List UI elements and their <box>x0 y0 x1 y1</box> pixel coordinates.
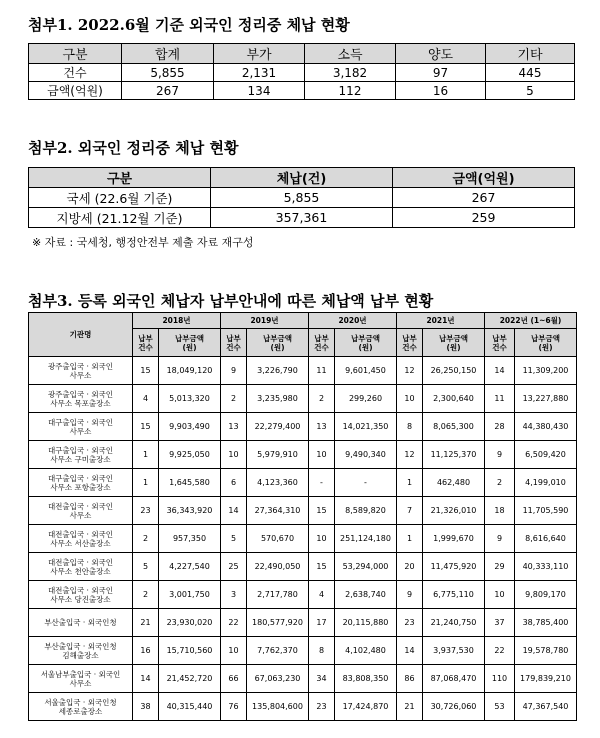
payment-amount-cell: 11,705,590 <box>515 497 577 525</box>
table-cell: 112 <box>305 82 396 100</box>
payment-count-cell: 8 <box>397 413 423 441</box>
payment-amount-cell: 299,260 <box>335 385 397 413</box>
section2-title: 첨부2. 외국인 정리중 체납 현황 <box>28 139 239 157</box>
table-cell: 445 <box>486 64 575 82</box>
payment-count-cell: 25 <box>221 553 247 581</box>
agency-name: 대전출입국 · 외국인 사무소 <box>29 497 133 525</box>
year-header: 2020년 <box>309 313 397 329</box>
payment-amount-cell: 4,199,010 <box>515 469 577 497</box>
payment-count-cell: 11 <box>485 385 515 413</box>
agency-header: 기관명 <box>29 313 133 357</box>
header-cell: 구분 <box>29 44 122 64</box>
header-cell: 금액(억원) <box>393 168 575 188</box>
table-cell: 259 <box>393 208 575 228</box>
section3-title: 첨부3. 등록 외국인 체납자 납부안내에 따른 체납액 납부 현황 <box>28 292 434 310</box>
payment-amount-cell: 21,452,720 <box>159 665 221 693</box>
payment-amount-cell: 4,102,480 <box>335 637 397 665</box>
payment-amount-cell: 13,227,880 <box>515 385 577 413</box>
payment-count-cell: 9 <box>221 357 247 385</box>
payment-amount-cell: 19,578,780 <box>515 637 577 665</box>
payment-count-cell: 10 <box>309 525 335 553</box>
payment-count-cell: 29 <box>485 553 515 581</box>
payment-amount-cell: 14,021,350 <box>335 413 397 441</box>
payment-amount-cell: 67,063,230 <box>247 665 309 693</box>
payment-amount-cell: 17,424,870 <box>335 693 397 721</box>
payment-amount-cell: 11,125,370 <box>423 441 485 469</box>
payment-count-cell: 13 <box>309 413 335 441</box>
payment-amount-cell: 36,343,920 <box>159 497 221 525</box>
payment-amount-cell: 9,601,450 <box>335 357 397 385</box>
payment-count-cell: 1 <box>397 525 423 553</box>
payment-count-cell: 8 <box>309 637 335 665</box>
payment-count-cell: 2 <box>133 525 159 553</box>
payment-count-cell: 10 <box>221 637 247 665</box>
payment-amount-cell: 3,235,980 <box>247 385 309 413</box>
payment-count-cell: 14 <box>485 357 515 385</box>
payment-amount-cell: 22,279,400 <box>247 413 309 441</box>
payment-count-cell: 28 <box>485 413 515 441</box>
payment-count-cell: 20 <box>397 553 423 581</box>
payment-amount-cell: 1,645,580 <box>159 469 221 497</box>
payment-amount-cell: 87,068,470 <box>423 665 485 693</box>
table-cell: 5,855 <box>211 188 393 208</box>
payment-amount-cell: 251,124,180 <box>335 525 397 553</box>
payment-amount-cell: 2,300,640 <box>423 385 485 413</box>
payment-count-cell: 18 <box>485 497 515 525</box>
payment-count-cell: 2 <box>485 469 515 497</box>
table-row <box>29 469 577 497</box>
payment-count-cell: 66 <box>221 665 247 693</box>
table-cell: 5,855 <box>122 64 214 82</box>
payment-amount-cell: 135,804,600 <box>247 693 309 721</box>
row-label: 국세 (22.6월 기준) <box>29 188 211 208</box>
payment-amount-cell: 11,309,200 <box>515 357 577 385</box>
payment-amount-cell: 570,670 <box>247 525 309 553</box>
table-row <box>29 497 577 525</box>
year-header: 2019년 <box>221 313 309 329</box>
payment-amount-cell: 23,930,020 <box>159 609 221 637</box>
payment-count-cell: 9 <box>485 441 515 469</box>
payment-count-cell: 12 <box>397 441 423 469</box>
table-row <box>29 82 575 100</box>
header-cell: 구분 <box>29 168 211 188</box>
payment-amount-cell: 1,999,670 <box>423 525 485 553</box>
payment-count-cell: 5 <box>133 553 159 581</box>
payment-count-cell: 15 <box>309 497 335 525</box>
table-row <box>29 441 577 469</box>
payment-count-cell: 16 <box>133 637 159 665</box>
payment-amount-cell: 957,350 <box>159 525 221 553</box>
payment-count-cell: 76 <box>221 693 247 721</box>
payment-count-cell: 15 <box>309 553 335 581</box>
payment-count-cell: 10 <box>397 385 423 413</box>
payment-count-cell: 37 <box>485 609 515 637</box>
payment-amount-cell: 7,762,370 <box>247 637 309 665</box>
payment-count-cell: 22 <box>485 637 515 665</box>
agency-name: 부산출입국 · 외국인청 <box>29 609 133 637</box>
payment-count-cell: 2 <box>221 385 247 413</box>
payment-amount-cell: 9,925,050 <box>159 441 221 469</box>
payment-count-cell: 4 <box>133 385 159 413</box>
table-cell: 5 <box>486 82 575 100</box>
table-header-row <box>29 168 575 188</box>
table-cell: 357,361 <box>211 208 393 228</box>
agency-name: 광주출입국 · 외국인 사무소 <box>29 357 133 385</box>
payment-count-cell: 1 <box>133 441 159 469</box>
payment-amount-cell: - <box>335 469 397 497</box>
payment-amount-cell: 180,577,920 <box>247 609 309 637</box>
payment-count-cell: 14 <box>221 497 247 525</box>
payment-amount-cell: 18,049,120 <box>159 357 221 385</box>
payment-count-cell: 12 <box>397 357 423 385</box>
table-row <box>29 525 577 553</box>
section1-title: 첨부1. 2022.6월 기준 외국인 정리중 체납 현황 <box>28 16 350 34</box>
payment-count-cell: 21 <box>133 609 159 637</box>
table-row <box>29 188 575 208</box>
table-row <box>29 357 577 385</box>
payment-amount-cell: 3,001,750 <box>159 581 221 609</box>
amount-subheader: 납부금액 (원) <box>247 329 309 357</box>
payment-amount-cell: 3,937,530 <box>423 637 485 665</box>
payment-amount-cell: 2,717,780 <box>247 581 309 609</box>
payment-amount-cell: 6,509,420 <box>515 441 577 469</box>
payment-amount-cell: 47,367,540 <box>515 693 577 721</box>
payment-amount-cell: 9,903,490 <box>159 413 221 441</box>
payment-count-cell: 3 <box>221 581 247 609</box>
payment-amount-cell: 20,115,880 <box>335 609 397 637</box>
table-cell: 2,131 <box>214 64 305 82</box>
national-local-tax-table <box>28 167 575 228</box>
payment-count-cell: 10 <box>221 441 247 469</box>
payment-amount-cell: 15,710,560 <box>159 637 221 665</box>
payment-amount-cell: 5,979,910 <box>247 441 309 469</box>
payment-count-cell: 34 <box>309 665 335 693</box>
agency-name: 대전출입국 · 외국인 사무소 서산출장소 <box>29 525 133 553</box>
count-subheader: 납부 건수 <box>221 329 247 357</box>
payment-count-cell: 5 <box>221 525 247 553</box>
agency-name: 부산출입국 · 외국인청 김해출장소 <box>29 637 133 665</box>
header-cell: 체납(건) <box>211 168 393 188</box>
payment-status-table <box>28 312 577 721</box>
payment-count-cell: 10 <box>309 441 335 469</box>
table-row <box>29 693 577 721</box>
payment-count-cell: 21 <box>397 693 423 721</box>
payment-count-cell: 7 <box>397 497 423 525</box>
table-cell: 267 <box>122 82 214 100</box>
header-cell: 소득 <box>305 44 396 64</box>
payment-count-cell: 15 <box>133 413 159 441</box>
count-subheader: 납부 건수 <box>485 329 515 357</box>
payment-amount-cell: 8,589,820 <box>335 497 397 525</box>
count-subheader: 납부 건수 <box>309 329 335 357</box>
payment-amount-cell: 83,808,350 <box>335 665 397 693</box>
payment-amount-cell: 179,839,210 <box>515 665 577 693</box>
agency-name: 대구출입국 · 외국인 사무소 <box>29 413 133 441</box>
table-row <box>29 64 575 82</box>
payment-count-cell: 9 <box>485 525 515 553</box>
payment-count-cell: 14 <box>133 665 159 693</box>
table-row <box>29 609 577 637</box>
payment-amount-cell: 38,785,400 <box>515 609 577 637</box>
payment-amount-cell: 8,065,300 <box>423 413 485 441</box>
payment-count-cell: 2 <box>133 581 159 609</box>
payment-amount-cell: 22,490,050 <box>247 553 309 581</box>
amount-subheader: 납부금액 (원) <box>335 329 397 357</box>
payment-rows <box>29 357 577 721</box>
agency-name: 광주출입국 · 외국인 사무소 목포출장소 <box>29 385 133 413</box>
header-cell: 양도 <box>396 44 486 64</box>
table-row <box>29 553 577 581</box>
agency-name: 서울출입국 · 외국인청 세종로출장소 <box>29 693 133 721</box>
payment-amount-cell: 53,294,000 <box>335 553 397 581</box>
table-cell: 134 <box>214 82 305 100</box>
count-subheader: 납부 건수 <box>133 329 159 357</box>
table-row <box>29 637 577 665</box>
year-header-row <box>29 313 577 329</box>
payment-count-cell: 10 <box>485 581 515 609</box>
payment-count-cell: 9 <box>397 581 423 609</box>
payment-count-cell: 23 <box>309 693 335 721</box>
table-cell: 16 <box>396 82 486 100</box>
agency-name: 대구출입국 · 외국인 사무소 구미출장소 <box>29 441 133 469</box>
payment-count-cell: 23 <box>133 497 159 525</box>
table-row <box>29 665 577 693</box>
payment-count-cell: 15 <box>133 357 159 385</box>
payment-amount-cell: 4,123,360 <box>247 469 309 497</box>
row-label: 지방세 (21.12월 기준) <box>29 208 211 228</box>
payment-amount-cell: 21,326,010 <box>423 497 485 525</box>
payment-amount-cell: 40,333,110 <box>515 553 577 581</box>
year-header: 2018년 <box>133 313 221 329</box>
amount-subheader: 납부금액 (원) <box>159 329 221 357</box>
header-cell: 부가 <box>214 44 305 64</box>
payment-count-cell: 11 <box>309 357 335 385</box>
amount-subheader: 납부금액 (원) <box>423 329 485 357</box>
payment-count-cell: 22 <box>221 609 247 637</box>
payment-amount-cell: 11,475,920 <box>423 553 485 581</box>
table-cell: 267 <box>393 188 575 208</box>
payment-amount-cell: 30,726,060 <box>423 693 485 721</box>
payment-amount-cell: 5,013,320 <box>159 385 221 413</box>
payment-count-cell: 23 <box>397 609 423 637</box>
year-header: 2021년 <box>397 313 485 329</box>
agency-name: 서울남부출입국 · 외국인 사무소 <box>29 665 133 693</box>
payment-amount-cell: 2,638,740 <box>335 581 397 609</box>
count-subheader: 납부 건수 <box>397 329 423 357</box>
payment-amount-cell: 26,250,150 <box>423 357 485 385</box>
amount-subheader: 납부금액 (원) <box>515 329 577 357</box>
row-label: 건수 <box>29 64 122 82</box>
payment-amount-cell: 6,775,110 <box>423 581 485 609</box>
agency-name: 대구출입국 · 외국인 사무소 포항출장소 <box>29 469 133 497</box>
payment-count-cell: 38 <box>133 693 159 721</box>
payment-count-cell: 1 <box>133 469 159 497</box>
payment-count-cell: 17 <box>309 609 335 637</box>
payment-count-cell: 4 <box>309 581 335 609</box>
payment-count-cell: - <box>309 469 335 497</box>
payment-amount-cell: 27,364,310 <box>247 497 309 525</box>
payment-amount-cell: 40,315,440 <box>159 693 221 721</box>
payment-count-cell: 110 <box>485 665 515 693</box>
table-row <box>29 581 577 609</box>
payment-amount-cell: 3,226,790 <box>247 357 309 385</box>
year-header: 2022년 (1~6월) <box>485 313 577 329</box>
payment-count-cell: 86 <box>397 665 423 693</box>
row-label: 금액(억원) <box>29 82 122 100</box>
table-row <box>29 413 577 441</box>
payment-count-cell: 14 <box>397 637 423 665</box>
delinquency-status-table <box>28 43 575 100</box>
payment-amount-cell: 9,809,170 <box>515 581 577 609</box>
agency-name: 대전출입국 · 외국인 사무소 당진출장소 <box>29 581 133 609</box>
payment-amount-cell: 21,240,750 <box>423 609 485 637</box>
table-row <box>29 208 575 228</box>
table-row <box>29 385 577 413</box>
payment-amount-cell: 4,227,540 <box>159 553 221 581</box>
payment-amount-cell: 8,616,640 <box>515 525 577 553</box>
table-cell: 3,182 <box>305 64 396 82</box>
payment-count-cell: 2 <box>309 385 335 413</box>
payment-count-cell: 6 <box>221 469 247 497</box>
table-cell: 97 <box>396 64 486 82</box>
header-cell: 합계 <box>122 44 214 64</box>
payment-amount-cell: 44,380,430 <box>515 413 577 441</box>
source-note: ※ 자료 : 국세청, 행정안전부 제출 자료 재구성 <box>32 236 254 249</box>
payment-count-cell: 53 <box>485 693 515 721</box>
payment-count-cell: 13 <box>221 413 247 441</box>
agency-name: 대전출입국 · 외국인 사무소 천안출장소 <box>29 553 133 581</box>
payment-count-cell: 1 <box>397 469 423 497</box>
header-cell: 기타 <box>486 44 575 64</box>
payment-amount-cell: 462,480 <box>423 469 485 497</box>
table-header-row <box>29 44 575 64</box>
payment-amount-cell: 9,490,340 <box>335 441 397 469</box>
